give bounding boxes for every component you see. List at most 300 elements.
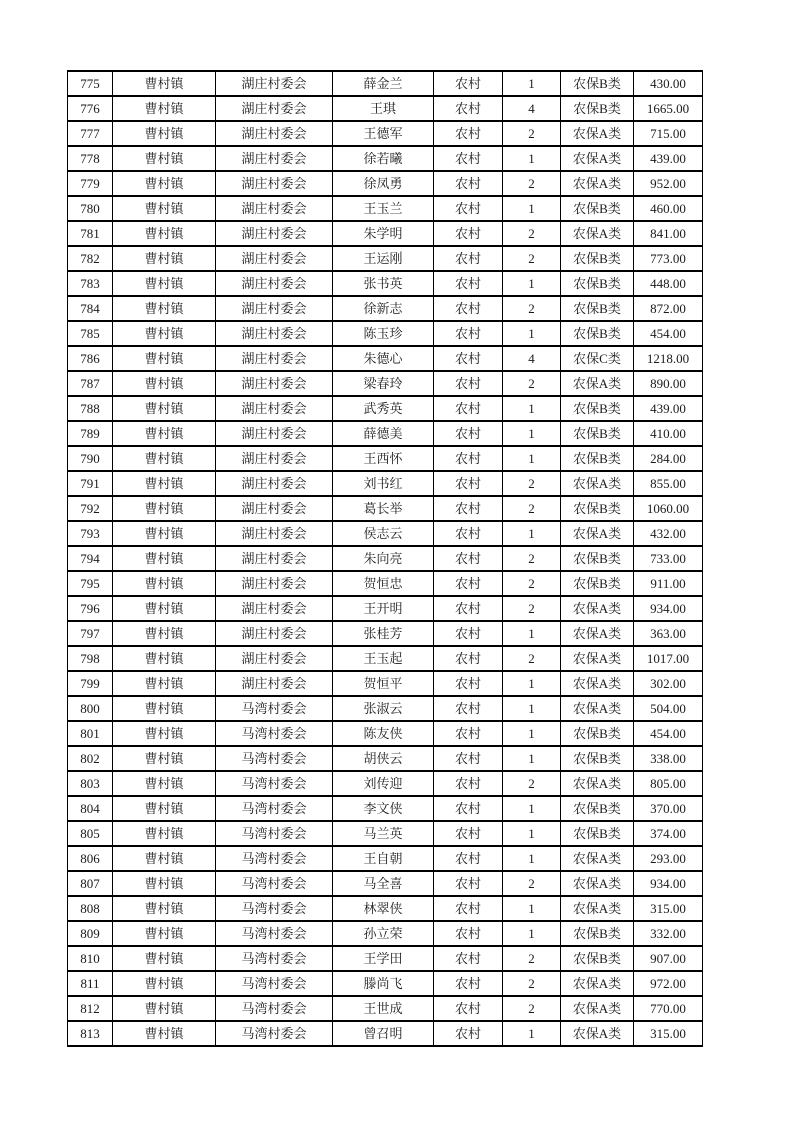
cell-amount: 284.00 [634,446,703,471]
cell-amount: 1060.00 [634,496,703,521]
cell-town: 曹村镇 [113,996,216,1021]
cell-insurance-type: 农保B类 [561,946,634,971]
cell-amount: 872.00 [634,296,703,321]
cell-row-number: 806 [68,846,113,871]
cell-person-name: 林翠侠 [333,896,434,921]
cell-insurance-type: 农保B类 [561,96,634,121]
cell-category: 农村 [434,646,503,671]
cell-person-name: 胡侠云 [333,746,434,771]
cell-category: 农村 [434,896,503,921]
cell-row-number: 812 [68,996,113,1021]
cell-row-number: 807 [68,871,113,896]
cell-person-count: 2 [503,871,561,896]
table-row [68,646,703,671]
cell-village-committee: 湖庄村委会 [216,296,333,321]
table-row [68,471,703,496]
table-row [68,496,703,521]
cell-row-number: 793 [68,521,113,546]
cell-town: 曹村镇 [113,246,216,271]
table-row [68,696,703,721]
cell-village-committee: 湖庄村委会 [216,371,333,396]
cell-town: 曹村镇 [113,196,216,221]
cell-amount: 972.00 [634,971,703,996]
cell-insurance-type: 农保B类 [561,796,634,821]
cell-person-count: 2 [503,996,561,1021]
cell-person-count: 1 [503,621,561,646]
cell-village-committee: 湖庄村委会 [216,621,333,646]
cell-category: 农村 [434,221,503,246]
cell-insurance-type: 农保B类 [561,746,634,771]
cell-person-name: 张淑云 [333,696,434,721]
table-row [68,921,703,946]
cell-person-name: 张书英 [333,271,434,296]
cell-insurance-type: 农保A类 [561,146,634,171]
cell-person-count: 2 [503,221,561,246]
cell-person-count: 2 [503,946,561,971]
table-row [68,1021,703,1046]
cell-category: 农村 [434,521,503,546]
table-row [68,846,703,871]
cell-village-committee: 湖庄村委会 [216,271,333,296]
cell-village-committee: 马湾村委会 [216,996,333,1021]
cell-village-committee: 湖庄村委会 [216,571,333,596]
table-row [68,171,703,196]
cell-insurance-type: 农保A类 [561,121,634,146]
cell-row-number: 792 [68,496,113,521]
cell-person-count: 1 [503,896,561,921]
cell-person-name: 朱德心 [333,346,434,371]
table-row [68,371,703,396]
cell-amount: 460.00 [634,196,703,221]
cell-town: 曹村镇 [113,321,216,346]
cell-amount: 934.00 [634,596,703,621]
cell-village-committee: 马湾村委会 [216,796,333,821]
cell-insurance-type: 农保A类 [561,996,634,1021]
cell-person-count: 1 [503,671,561,696]
table-row [68,521,703,546]
table-row [68,221,703,246]
cell-person-count: 1 [503,321,561,346]
cell-amount: 934.00 [634,871,703,896]
table-row [68,671,703,696]
cell-town: 曹村镇 [113,146,216,171]
cell-town: 曹村镇 [113,496,216,521]
table-row [68,446,703,471]
cell-town: 曹村镇 [113,821,216,846]
cell-person-name: 张桂芳 [333,621,434,646]
cell-insurance-type: 农保A类 [561,671,634,696]
cell-insurance-type: 农保B类 [561,921,634,946]
cell-village-committee: 马湾村委会 [216,696,333,721]
cell-person-name: 薛金兰 [333,71,434,96]
table-row [68,296,703,321]
cell-category: 农村 [434,946,503,971]
cell-person-count: 1 [503,396,561,421]
cell-insurance-type: 农保A类 [561,971,634,996]
cell-town: 曹村镇 [113,221,216,246]
cell-person-name: 徐凤勇 [333,171,434,196]
cell-category: 农村 [434,471,503,496]
cell-insurance-type: 农保A类 [561,896,634,921]
cell-row-number: 801 [68,721,113,746]
cell-row-number: 779 [68,171,113,196]
cell-category: 农村 [434,846,503,871]
cell-person-name: 刘书红 [333,471,434,496]
cell-person-name: 贺恒平 [333,671,434,696]
cell-row-number: 789 [68,421,113,446]
cell-town: 曹村镇 [113,546,216,571]
cell-town: 曹村镇 [113,796,216,821]
cell-person-count: 1 [503,446,561,471]
cell-insurance-type: 农保A类 [561,171,634,196]
cell-amount: 770.00 [634,996,703,1021]
cell-insurance-type: 农保B类 [561,821,634,846]
cell-person-name: 王自朝 [333,846,434,871]
cell-insurance-type: 农保A类 [561,771,634,796]
cell-person-count: 2 [503,646,561,671]
cell-village-committee: 马湾村委会 [216,971,333,996]
cell-category: 农村 [434,321,503,346]
cell-insurance-type: 农保C类 [561,346,634,371]
table-row [68,346,703,371]
cell-insurance-type: 农保B类 [561,421,634,446]
cell-category: 农村 [434,1021,503,1046]
cell-category: 农村 [434,271,503,296]
cell-village-committee: 马湾村委会 [216,1021,333,1046]
table-row [68,196,703,221]
cell-amount: 773.00 [634,246,703,271]
cell-insurance-type: 农保B类 [561,321,634,346]
cell-person-name: 武秀英 [333,396,434,421]
cell-insurance-type: 农保A类 [561,371,634,396]
cell-person-name: 陈友侠 [333,721,434,746]
cell-row-number: 802 [68,746,113,771]
cell-person-name: 朱学明 [333,221,434,246]
cell-town: 曹村镇 [113,746,216,771]
cell-insurance-type: 农保B类 [561,196,634,221]
table-row [68,896,703,921]
cell-amount: 907.00 [634,946,703,971]
cell-row-number: 791 [68,471,113,496]
cell-insurance-type: 农保A类 [561,696,634,721]
cell-person-count: 1 [503,846,561,871]
cell-insurance-type: 农保A类 [561,871,634,896]
cell-row-number: 782 [68,246,113,271]
cell-category: 农村 [434,296,503,321]
cell-insurance-type: 农保A类 [561,596,634,621]
cell-category: 农村 [434,571,503,596]
cell-category: 农村 [434,396,503,421]
cell-village-committee: 马湾村委会 [216,946,333,971]
table-row [68,996,703,1021]
cell-town: 曹村镇 [113,621,216,646]
cell-row-number: 800 [68,696,113,721]
table-body [68,71,703,1046]
cell-person-name: 孙立荣 [333,921,434,946]
cell-person-count: 2 [503,571,561,596]
cell-town: 曹村镇 [113,696,216,721]
cell-person-name: 葛长举 [333,496,434,521]
cell-amount: 805.00 [634,771,703,796]
cell-amount: 890.00 [634,371,703,396]
cell-town: 曹村镇 [113,596,216,621]
cell-person-count: 1 [503,921,561,946]
cell-insurance-type: 农保A类 [561,646,634,671]
cell-person-count: 1 [503,696,561,721]
cell-village-committee: 马湾村委会 [216,746,333,771]
cell-amount: 315.00 [634,1021,703,1046]
cell-person-name: 王玉兰 [333,196,434,221]
cell-person-name: 马兰英 [333,821,434,846]
cell-category: 农村 [434,696,503,721]
cell-town: 曹村镇 [113,71,216,96]
cell-person-count: 1 [503,1021,561,1046]
table-row [68,146,703,171]
cell-town: 曹村镇 [113,671,216,696]
cell-person-count: 1 [503,746,561,771]
cell-insurance-type: 农保A类 [561,221,634,246]
table-row [68,746,703,771]
cell-town: 曹村镇 [113,571,216,596]
cell-person-count: 1 [503,196,561,221]
cell-person-name: 徐新志 [333,296,434,321]
cell-village-committee: 马湾村委会 [216,771,333,796]
cell-village-committee: 湖庄村委会 [216,446,333,471]
cell-amount: 855.00 [634,471,703,496]
cell-amount: 911.00 [634,571,703,596]
cell-town: 曹村镇 [113,396,216,421]
cell-amount: 454.00 [634,321,703,346]
cell-row-number: 790 [68,446,113,471]
cell-village-committee: 马湾村委会 [216,871,333,896]
table-row [68,946,703,971]
cell-category: 农村 [434,96,503,121]
cell-person-count: 4 [503,96,561,121]
cell-insurance-type: 农保B类 [561,271,634,296]
cell-category: 农村 [434,546,503,571]
cell-insurance-type: 农保B类 [561,721,634,746]
cell-person-count: 2 [503,771,561,796]
cell-person-name: 滕尚飞 [333,971,434,996]
table-row [68,421,703,446]
table-row [68,796,703,821]
table-row [68,121,703,146]
cell-person-count: 1 [503,821,561,846]
cell-village-committee: 马湾村委会 [216,846,333,871]
cell-category: 农村 [434,771,503,796]
cell-category: 农村 [434,671,503,696]
cell-town: 曹村镇 [113,946,216,971]
cell-row-number: 781 [68,221,113,246]
cell-amount: 374.00 [634,821,703,846]
cell-category: 农村 [434,446,503,471]
cell-category: 农村 [434,821,503,846]
cell-village-committee: 湖庄村委会 [216,246,333,271]
cell-village-committee: 湖庄村委会 [216,321,333,346]
cell-row-number: 775 [68,71,113,96]
cell-town: 曹村镇 [113,296,216,321]
cell-category: 农村 [434,146,503,171]
cell-person-name: 陈玉珍 [333,321,434,346]
cell-amount: 1017.00 [634,646,703,671]
benefits-table [67,70,703,1047]
cell-category: 农村 [434,796,503,821]
cell-amount: 338.00 [634,746,703,771]
cell-town: 曹村镇 [113,846,216,871]
cell-row-number: 810 [68,946,113,971]
cell-insurance-type: 农保A类 [561,621,634,646]
cell-amount: 293.00 [634,846,703,871]
cell-town: 曹村镇 [113,1021,216,1046]
cell-person-name: 徐若曦 [333,146,434,171]
cell-insurance-type: 农保B类 [561,496,634,521]
table-row [68,71,703,96]
cell-person-name: 王德军 [333,121,434,146]
cell-person-count: 1 [503,271,561,296]
cell-village-committee: 湖庄村委会 [216,96,333,121]
cell-row-number: 786 [68,346,113,371]
cell-village-committee: 湖庄村委会 [216,171,333,196]
cell-person-name: 王学田 [333,946,434,971]
cell-insurance-type: 农保B类 [561,396,634,421]
cell-row-number: 799 [68,671,113,696]
cell-amount: 952.00 [634,171,703,196]
cell-person-count: 2 [503,971,561,996]
cell-row-number: 803 [68,771,113,796]
cell-person-name: 薛德美 [333,421,434,446]
cell-town: 曹村镇 [113,871,216,896]
cell-row-number: 797 [68,621,113,646]
table-row [68,596,703,621]
cell-category: 农村 [434,496,503,521]
cell-person-count: 2 [503,371,561,396]
cell-person-name: 王琪 [333,96,434,121]
cell-person-count: 4 [503,346,561,371]
cell-village-committee: 湖庄村委会 [216,471,333,496]
cell-row-number: 804 [68,796,113,821]
cell-insurance-type: 农保B类 [561,246,634,271]
cell-village-committee: 湖庄村委会 [216,221,333,246]
cell-village-committee: 湖庄村委会 [216,71,333,96]
cell-village-committee: 湖庄村委会 [216,496,333,521]
table-row [68,571,703,596]
cell-amount: 370.00 [634,796,703,821]
table-row [68,721,703,746]
cell-town: 曹村镇 [113,421,216,446]
cell-row-number: 809 [68,921,113,946]
cell-person-name: 马全喜 [333,871,434,896]
table-row [68,621,703,646]
cell-person-count: 2 [503,296,561,321]
cell-category: 农村 [434,746,503,771]
cell-town: 曹村镇 [113,271,216,296]
cell-amount: 410.00 [634,421,703,446]
cell-row-number: 780 [68,196,113,221]
cell-amount: 715.00 [634,121,703,146]
cell-amount: 439.00 [634,146,703,171]
cell-village-committee: 湖庄村委会 [216,146,333,171]
cell-category: 农村 [434,371,503,396]
cell-category: 农村 [434,596,503,621]
cell-town: 曹村镇 [113,771,216,796]
cell-person-count: 2 [503,246,561,271]
cell-town: 曹村镇 [113,971,216,996]
cell-village-committee: 湖庄村委会 [216,521,333,546]
cell-town: 曹村镇 [113,921,216,946]
cell-amount: 363.00 [634,621,703,646]
cell-row-number: 776 [68,96,113,121]
table-row [68,771,703,796]
cell-town: 曹村镇 [113,96,216,121]
cell-category: 农村 [434,996,503,1021]
cell-person-count: 2 [503,471,561,496]
cell-amount: 448.00 [634,271,703,296]
cell-person-name: 王世成 [333,996,434,1021]
cell-person-count: 2 [503,171,561,196]
cell-category: 农村 [434,971,503,996]
cell-row-number: 783 [68,271,113,296]
cell-person-count: 2 [503,546,561,571]
cell-person-count: 1 [503,421,561,446]
cell-village-committee: 湖庄村委会 [216,546,333,571]
cell-insurance-type: 农保B类 [561,446,634,471]
table-row [68,321,703,346]
cell-person-name: 侯志云 [333,521,434,546]
cell-person-count: 1 [503,721,561,746]
cell-row-number: 805 [68,821,113,846]
cell-insurance-type: 农保A类 [561,521,634,546]
cell-row-number: 808 [68,896,113,921]
cell-category: 农村 [434,196,503,221]
cell-row-number: 778 [68,146,113,171]
table-row [68,871,703,896]
cell-amount: 841.00 [634,221,703,246]
cell-person-count: 1 [503,146,561,171]
cell-person-name: 刘传迎 [333,771,434,796]
cell-insurance-type: 农保A类 [561,1021,634,1046]
cell-person-name: 曾召明 [333,1021,434,1046]
cell-town: 曹村镇 [113,346,216,371]
cell-row-number: 788 [68,396,113,421]
cell-amount: 332.00 [634,921,703,946]
cell-town: 曹村镇 [113,371,216,396]
cell-row-number: 811 [68,971,113,996]
cell-town: 曹村镇 [113,521,216,546]
cell-amount: 315.00 [634,896,703,921]
table-row [68,821,703,846]
cell-village-committee: 湖庄村委会 [216,671,333,696]
table-row [68,396,703,421]
cell-row-number: 784 [68,296,113,321]
cell-person-name: 王运刚 [333,246,434,271]
cell-row-number: 777 [68,121,113,146]
cell-amount: 733.00 [634,546,703,571]
cell-person-name: 梁春玲 [333,371,434,396]
cell-amount: 1218.00 [634,346,703,371]
cell-village-committee: 湖庄村委会 [216,396,333,421]
cell-town: 曹村镇 [113,446,216,471]
cell-category: 农村 [434,871,503,896]
cell-village-committee: 湖庄村委会 [216,196,333,221]
cell-village-committee: 湖庄村委会 [216,346,333,371]
table-row [68,971,703,996]
cell-town: 曹村镇 [113,646,216,671]
cell-insurance-type: 农保B类 [561,571,634,596]
cell-row-number: 787 [68,371,113,396]
cell-person-count: 2 [503,121,561,146]
cell-amount: 1665.00 [634,96,703,121]
cell-town: 曹村镇 [113,121,216,146]
